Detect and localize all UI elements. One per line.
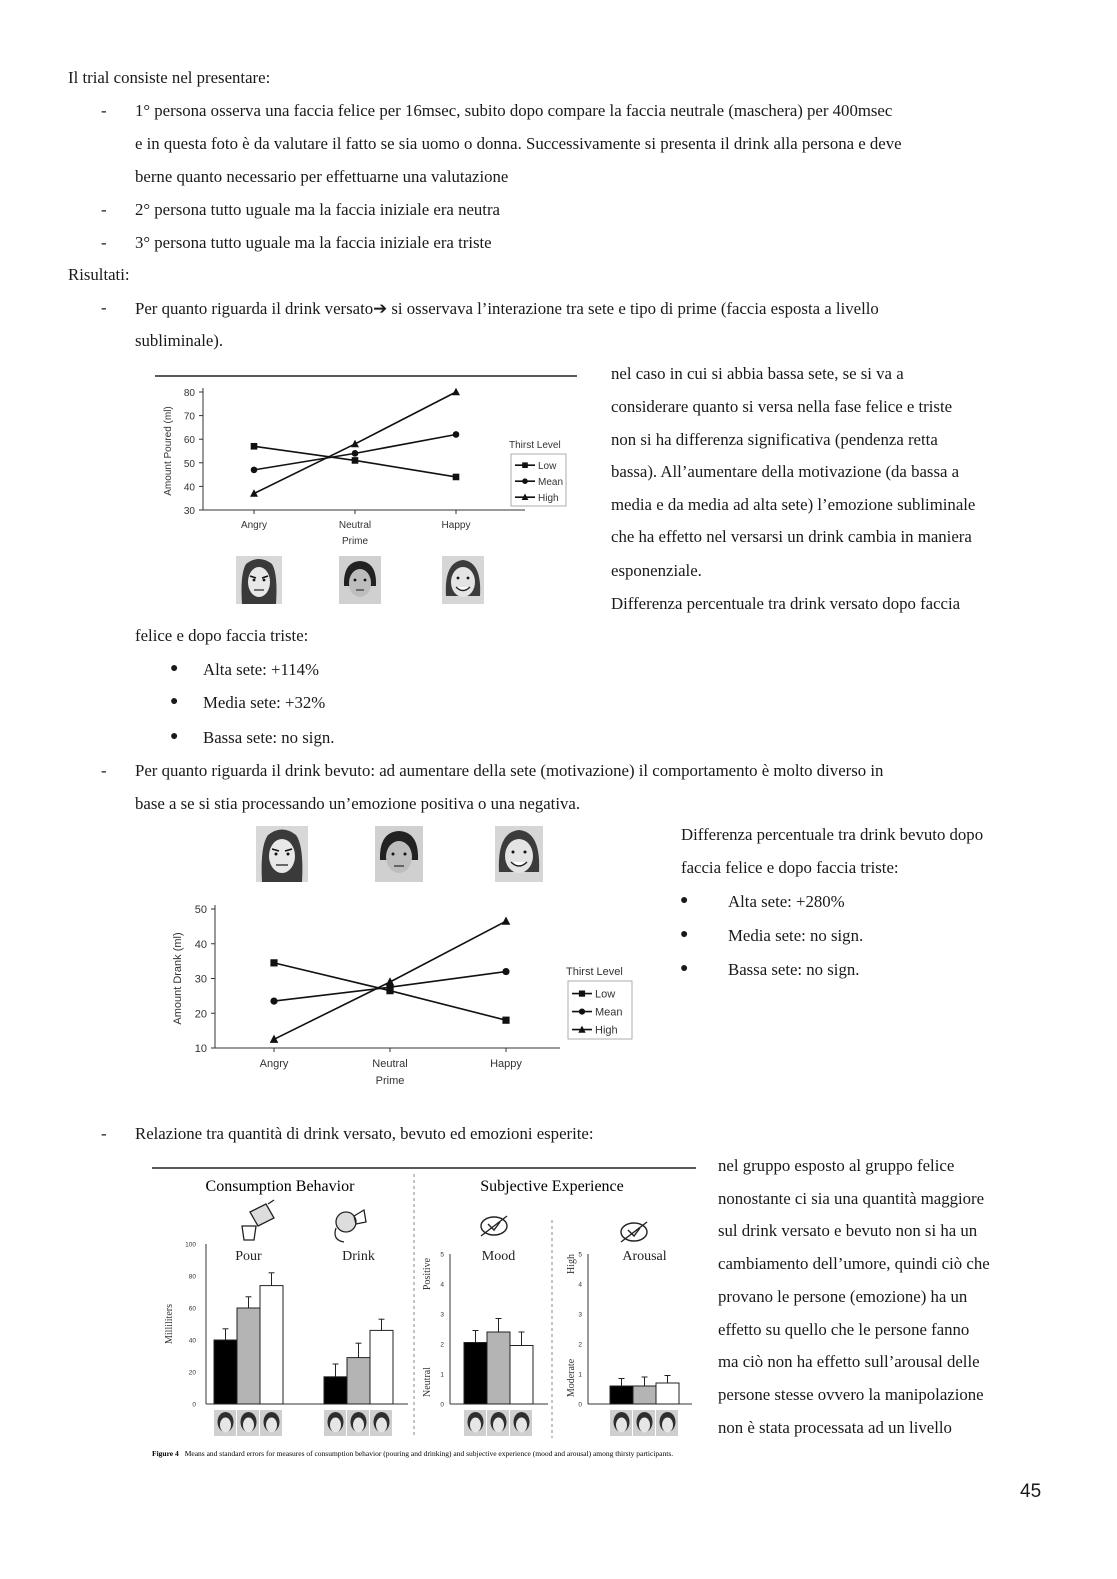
y-tick-label: 0	[440, 1401, 444, 1409]
angry-face-image	[256, 826, 308, 882]
relation-side-line-7: ma ciò non ha effetto sull’arousal delle	[718, 1352, 980, 1371]
y-tick-label: 1	[578, 1371, 582, 1379]
drunk-side-line-1: Differenza percentuale tra drink bevuto dopo	[681, 825, 984, 844]
y-tick-label: 3	[578, 1311, 582, 1319]
relation-side-line-4: cambiamento dell’umore, quindi ciò che	[718, 1254, 990, 1273]
face-thumbnail	[330, 1418, 341, 1433]
drink-icon	[335, 1210, 366, 1242]
y-tick-label: 80	[183, 388, 195, 399]
y-tick-label: 100	[185, 1241, 196, 1249]
face-thumbnail	[493, 1418, 504, 1433]
list-dash: -	[101, 233, 107, 252]
relation-side-line-2: nonostante ci sia una quantità maggiore	[718, 1189, 985, 1208]
data-point-high	[351, 440, 359, 448]
y-tick-label: 10	[194, 1043, 207, 1055]
y-tick-label: 30	[194, 973, 207, 986]
y-tick-label: 50	[183, 458, 195, 470]
results-label: Risultati:	[68, 265, 130, 284]
list-dash: -	[101, 200, 107, 219]
x-tick-label: Angry	[259, 1058, 289, 1070]
legend-label: Mean	[595, 1006, 623, 1019]
data-point-mean	[352, 450, 359, 457]
mood-icon	[481, 1216, 507, 1236]
data-point-low	[352, 457, 359, 464]
legend-label: Low	[538, 461, 557, 473]
pour-icon	[242, 1200, 274, 1240]
relation-side-line-3: sul drink versato e bevuto non si ha un	[718, 1221, 978, 1240]
bullet: ●	[680, 927, 689, 942]
poured-bullet-2: Media sete: +32%	[203, 693, 326, 712]
bar-pour	[260, 1286, 283, 1404]
face-thumbnail	[662, 1418, 673, 1433]
x-axis-label: Prime	[341, 536, 369, 547]
face-thumbnail	[243, 1418, 254, 1433]
poured-bullet-3: Bassa sete: no sign.	[203, 728, 335, 747]
y-tick-label: 60	[188, 1305, 196, 1313]
panel-label-arousal: Arousal	[622, 1249, 667, 1264]
drunk-line-1: Per quanto riguarda il drink bevuto: ad aumentare della sete (motivazione) il comportamento è molto diverso in	[135, 761, 884, 780]
data-point-high	[386, 977, 395, 985]
data-point-mean	[453, 431, 460, 438]
bar-mood	[510, 1346, 533, 1405]
y-tick-label: 3	[440, 1311, 444, 1319]
x-tick-label: Happy	[441, 520, 471, 531]
relation-side-line-6: effetto su quello che le persone fanno	[718, 1320, 970, 1339]
poured-line-1a: Per quanto riguarda il drink versato	[135, 299, 374, 318]
panel-label-pour: Pour	[235, 1249, 262, 1264]
y-axis-label-bottom: Neutral	[422, 1367, 433, 1397]
x-tick-label: Happy	[490, 1058, 522, 1070]
y-tick-label: 20	[194, 1008, 207, 1021]
poured-side-line-5: media e da media ad alta sete) l’emozione subliminale	[611, 495, 976, 514]
legend-marker	[579, 991, 585, 997]
y-tick-label: 1	[440, 1371, 444, 1379]
legend-title: Thirst Level	[566, 966, 623, 978]
legend-label: Low	[595, 988, 616, 1001]
legend-label: High	[595, 1024, 618, 1037]
happy-face-image	[442, 556, 484, 604]
y-axis-label: Amount Poured (ml)	[163, 406, 174, 496]
list-dash: -	[101, 101, 107, 120]
neutral-face-image	[375, 826, 423, 882]
drunk-chart	[165, 895, 645, 1095]
poured-bullet-1: Alta sete: +114%	[203, 660, 320, 679]
drunk-side-line-2: faccia felice e dopo faccia triste:	[681, 858, 899, 877]
y-axis-label: Milliliters	[164, 1304, 175, 1344]
y-axis-label-top: Positive	[422, 1257, 433, 1291]
face-thumbnail	[353, 1418, 364, 1433]
face-thumbnail	[516, 1418, 527, 1433]
face-thumbnail	[266, 1418, 277, 1433]
y-tick-label: 4	[578, 1281, 582, 1289]
intro-line: Il trial consiste nel presentare:	[68, 68, 271, 87]
bar-drink	[347, 1358, 370, 1404]
bar-mood	[487, 1332, 510, 1404]
figure-4	[148, 1160, 700, 1480]
data-point-low	[502, 1017, 509, 1024]
group-title-subjective: Subjective Experience	[480, 1178, 624, 1195]
poured-line-1	[135, 298, 879, 319]
drunk-bullet-1: Alta sete: +280%	[728, 892, 845, 911]
bar-arousal	[656, 1383, 679, 1404]
y-tick-label: 40	[194, 938, 207, 951]
poured-cont: felice e dopo faccia triste:	[135, 626, 309, 645]
y-axis-label: Amount Drank (ml)	[172, 932, 184, 1025]
poured-side-line-6: che ha effetto nel versarsi un drink cambia in maniera	[611, 527, 972, 546]
relation-side-line-8: persone stesse ovvero la manipolazione	[718, 1385, 984, 1404]
x-tick-label: Angry	[240, 520, 268, 531]
y-tick-label: 5	[440, 1251, 444, 1259]
y-tick-label: 50	[194, 904, 207, 916]
relation-side-line-5: provano le persone (emozione) ha un	[718, 1287, 968, 1306]
bar-pour	[237, 1308, 260, 1404]
y-tick-label: 80	[188, 1273, 196, 1281]
y-axis-label-top: High	[566, 1254, 577, 1274]
legend-marker	[522, 462, 528, 468]
bar-pour	[214, 1340, 237, 1404]
list-dash: -	[101, 1124, 107, 1143]
drunk-bullet-3: Bassa sete: no sign.	[728, 960, 860, 979]
bullet: ●	[680, 893, 689, 908]
data-point-high	[502, 916, 511, 924]
y-axis-label-bottom: Moderate	[566, 1358, 577, 1398]
poured-line-2: subliminale).	[135, 331, 224, 350]
bullet: ●	[680, 961, 689, 976]
poured-line-1b: si osservava l’interazione tra sete e tipo di prime (faccia esposta a livello	[387, 299, 879, 318]
panel-label-mood: Mood	[481, 1249, 516, 1264]
y-tick-label: 70	[183, 411, 195, 423]
y-tick-label: 40	[188, 1337, 196, 1345]
trial-item-3: 3° persona tutto uguale ma la faccia iniziale era triste	[135, 233, 492, 252]
y-tick-label: 20	[188, 1369, 196, 1377]
face-thumbnail	[376, 1418, 387, 1433]
bullet: ●	[170, 694, 179, 709]
relation-side-line-9: non è stata processata ad un livello	[718, 1418, 952, 1437]
poured-side-line-4: bassa). All’aumentare della motivazione (da bassa a	[611, 462, 960, 481]
happy-face-image	[495, 826, 543, 882]
y-tick-label: 40	[183, 482, 195, 494]
y-tick-label: 5	[578, 1251, 582, 1259]
relation-line: Relazione tra quantità di drink versato, bevuto ed emozioni esperite:	[135, 1124, 594, 1143]
face-thumbnail	[220, 1418, 231, 1433]
poured-chart	[155, 368, 585, 548]
relation-side-line-1: nel gruppo esposto al gruppo felice	[718, 1156, 955, 1175]
data-point-low	[251, 443, 258, 450]
legend-marker	[579, 1009, 585, 1015]
legend-label: Mean	[538, 477, 564, 489]
y-tick-label: 60	[183, 435, 195, 447]
drunk-line-2: base a se si stia processando un’emozione positiva o una negativa.	[135, 794, 581, 813]
legend-marker	[522, 478, 528, 484]
y-tick-label: 4	[440, 1281, 444, 1289]
y-tick-label: 30	[183, 506, 195, 517]
y-tick-label: 2	[440, 1341, 444, 1349]
trial-item-1-line-2: e in questa foto è da valutare il fatto se sia uomo o donna. Successivamente si presenta il drink alla persona e deve	[135, 134, 902, 153]
legend-title: Thirst Level	[509, 440, 561, 451]
x-tick-label: Neutral	[338, 520, 372, 531]
y-tick-label: 2	[578, 1341, 582, 1349]
bar-mood	[464, 1343, 487, 1405]
bar-drink	[370, 1330, 393, 1404]
page-number: 45	[1020, 1481, 1042, 1502]
x-tick-label: Neutral	[372, 1058, 408, 1070]
poured-side-line-2: considerare quanto si versa nella fase felice e triste	[611, 397, 953, 416]
list-dash: -	[101, 298, 107, 317]
arousal-icon	[621, 1222, 647, 1242]
bar-arousal	[633, 1386, 656, 1404]
poured-side-line-1: nel caso in cui si abbia bassa sete, se si va a	[611, 364, 904, 383]
poured-side-line-3: non si ha differenza significativa (pendenza retta	[611, 430, 938, 449]
trial-item-1-line-1: 1° persona osserva una faccia felice per 16msec, subito dopo compare la faccia neutrale (maschera) per 400msec	[135, 101, 893, 120]
x-axis-label: Prime	[375, 1075, 405, 1087]
trial-item-1-line-3: berne quanto necessario per effettuarne una valutazione	[135, 167, 509, 186]
y-tick-label: 0	[578, 1401, 582, 1409]
face-thumbnail	[616, 1418, 627, 1433]
trial-item-2: 2° persona tutto uguale ma la faccia iniziale era neutra	[135, 200, 501, 219]
face-thumbnail	[470, 1418, 481, 1433]
y-tick-label: 0	[192, 1401, 196, 1409]
list-dash: -	[101, 761, 107, 780]
data-point-mean	[251, 467, 258, 474]
neutral-face-image	[339, 556, 381, 604]
poured-side-line-7: esponenziale.	[611, 561, 702, 580]
bar-arousal	[610, 1386, 633, 1404]
data-point-mean	[502, 968, 509, 975]
data-point-low	[270, 959, 277, 966]
data-point-mean	[270, 997, 277, 1004]
bullet: ●	[170, 729, 179, 744]
drunk-bullet-2: Media sete: no sign.	[728, 926, 864, 945]
angry-face-image	[236, 556, 282, 604]
figure-caption: Figure 4 Means and standard errors for measures of consumption behavior (pouring and drinking) and subjective experience (mood and arousal) among thirsty participants.	[152, 1449, 674, 1458]
data-point-high	[270, 1035, 279, 1043]
data-point-high	[452, 388, 460, 396]
arrow-icon: ➔	[373, 298, 388, 318]
poured-side-line-8: Differenza percentuale tra drink versato dopo faccia	[611, 594, 961, 613]
face-thumbnail	[639, 1418, 650, 1433]
legend-label: High	[538, 493, 559, 505]
panel-label-drink: Drink	[342, 1249, 375, 1264]
bullet: ●	[170, 661, 179, 676]
group-title-consumption: Consumption Behavior	[205, 1178, 355, 1195]
bar-drink	[324, 1377, 347, 1404]
data-point-low	[453, 474, 460, 481]
